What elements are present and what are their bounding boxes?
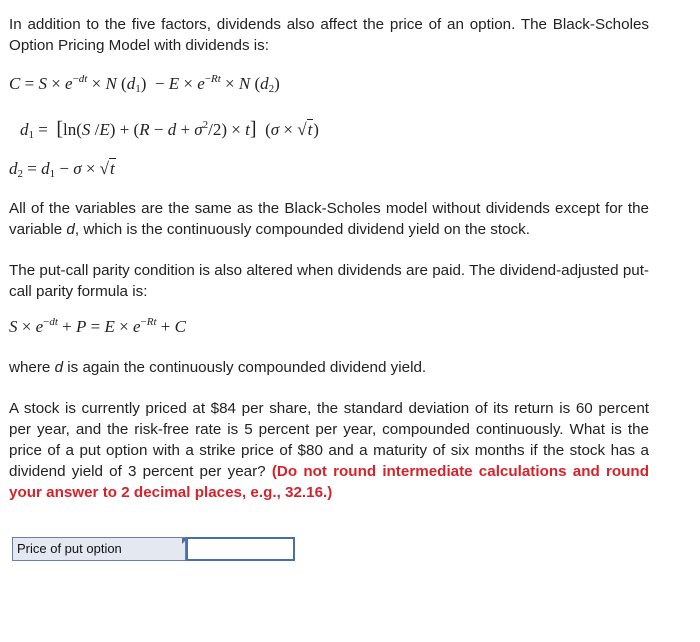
formula-d1: $d_1 = [\ln(S$ $/E) + (R - d + \sigma^2/2) \times t$] (σ × √t) — [20, 118, 319, 141]
input-corner-marker — [182, 538, 188, 544]
parity-paragraph: The put-call parity condition is also altered when dividends are paid. The dividend-adjusted put-call parity formula is: — [9, 262, 649, 300]
answer-label: Price of put option — [12, 537, 186, 561]
variables-paragraph: All of the variables are the same as the Black-Scholes model without dividends except for the variable d, which is the continuously compounded dividend yield on the stock. — [9, 200, 649, 238]
formula-d2: $d_2 = d_1 - \sigma \times √t$ — [9, 159, 115, 180]
put-price-input[interactable] — [186, 537, 295, 561]
intro-paragraph: In addition to the five factors, dividends also affect the price of an option. The Black-Scholes Option Pricing Model with dividends is: — [9, 16, 649, 54]
answer-row — [12, 537, 295, 561]
formula-call-price: $C = S \times e^{-dt} \times N$ $(d_1) - E \times e^{-Rt} \times N$ $(d_2)$ — [9, 73, 280, 95]
question-paragraph: A stock is currently priced at $84 per share, the standard deviation of its return is 60 percent per year, and the risk-free rate is 5 percent per year, compounded continuously. What is the price of a put option with a strike price of $80 and a maturity of six months if the stock has a dividend yield of 3 percent per year? (Do not round intermediate calculations and round your answer to 2 decimal places, e.g., 32.16.) — [9, 400, 649, 501]
formula-put-call-parity: $S \times e^{-dt} + P = E \times e^{-Rt} + C$ — [9, 316, 186, 336]
dividend-yield-note: where d is again the continuously compounded dividend yield. — [9, 359, 427, 376]
rounding-instruction: (Do not round intermediate calculations and round your answer to 2 decimal places, e.g., 32.16.) — [9, 463, 649, 501]
